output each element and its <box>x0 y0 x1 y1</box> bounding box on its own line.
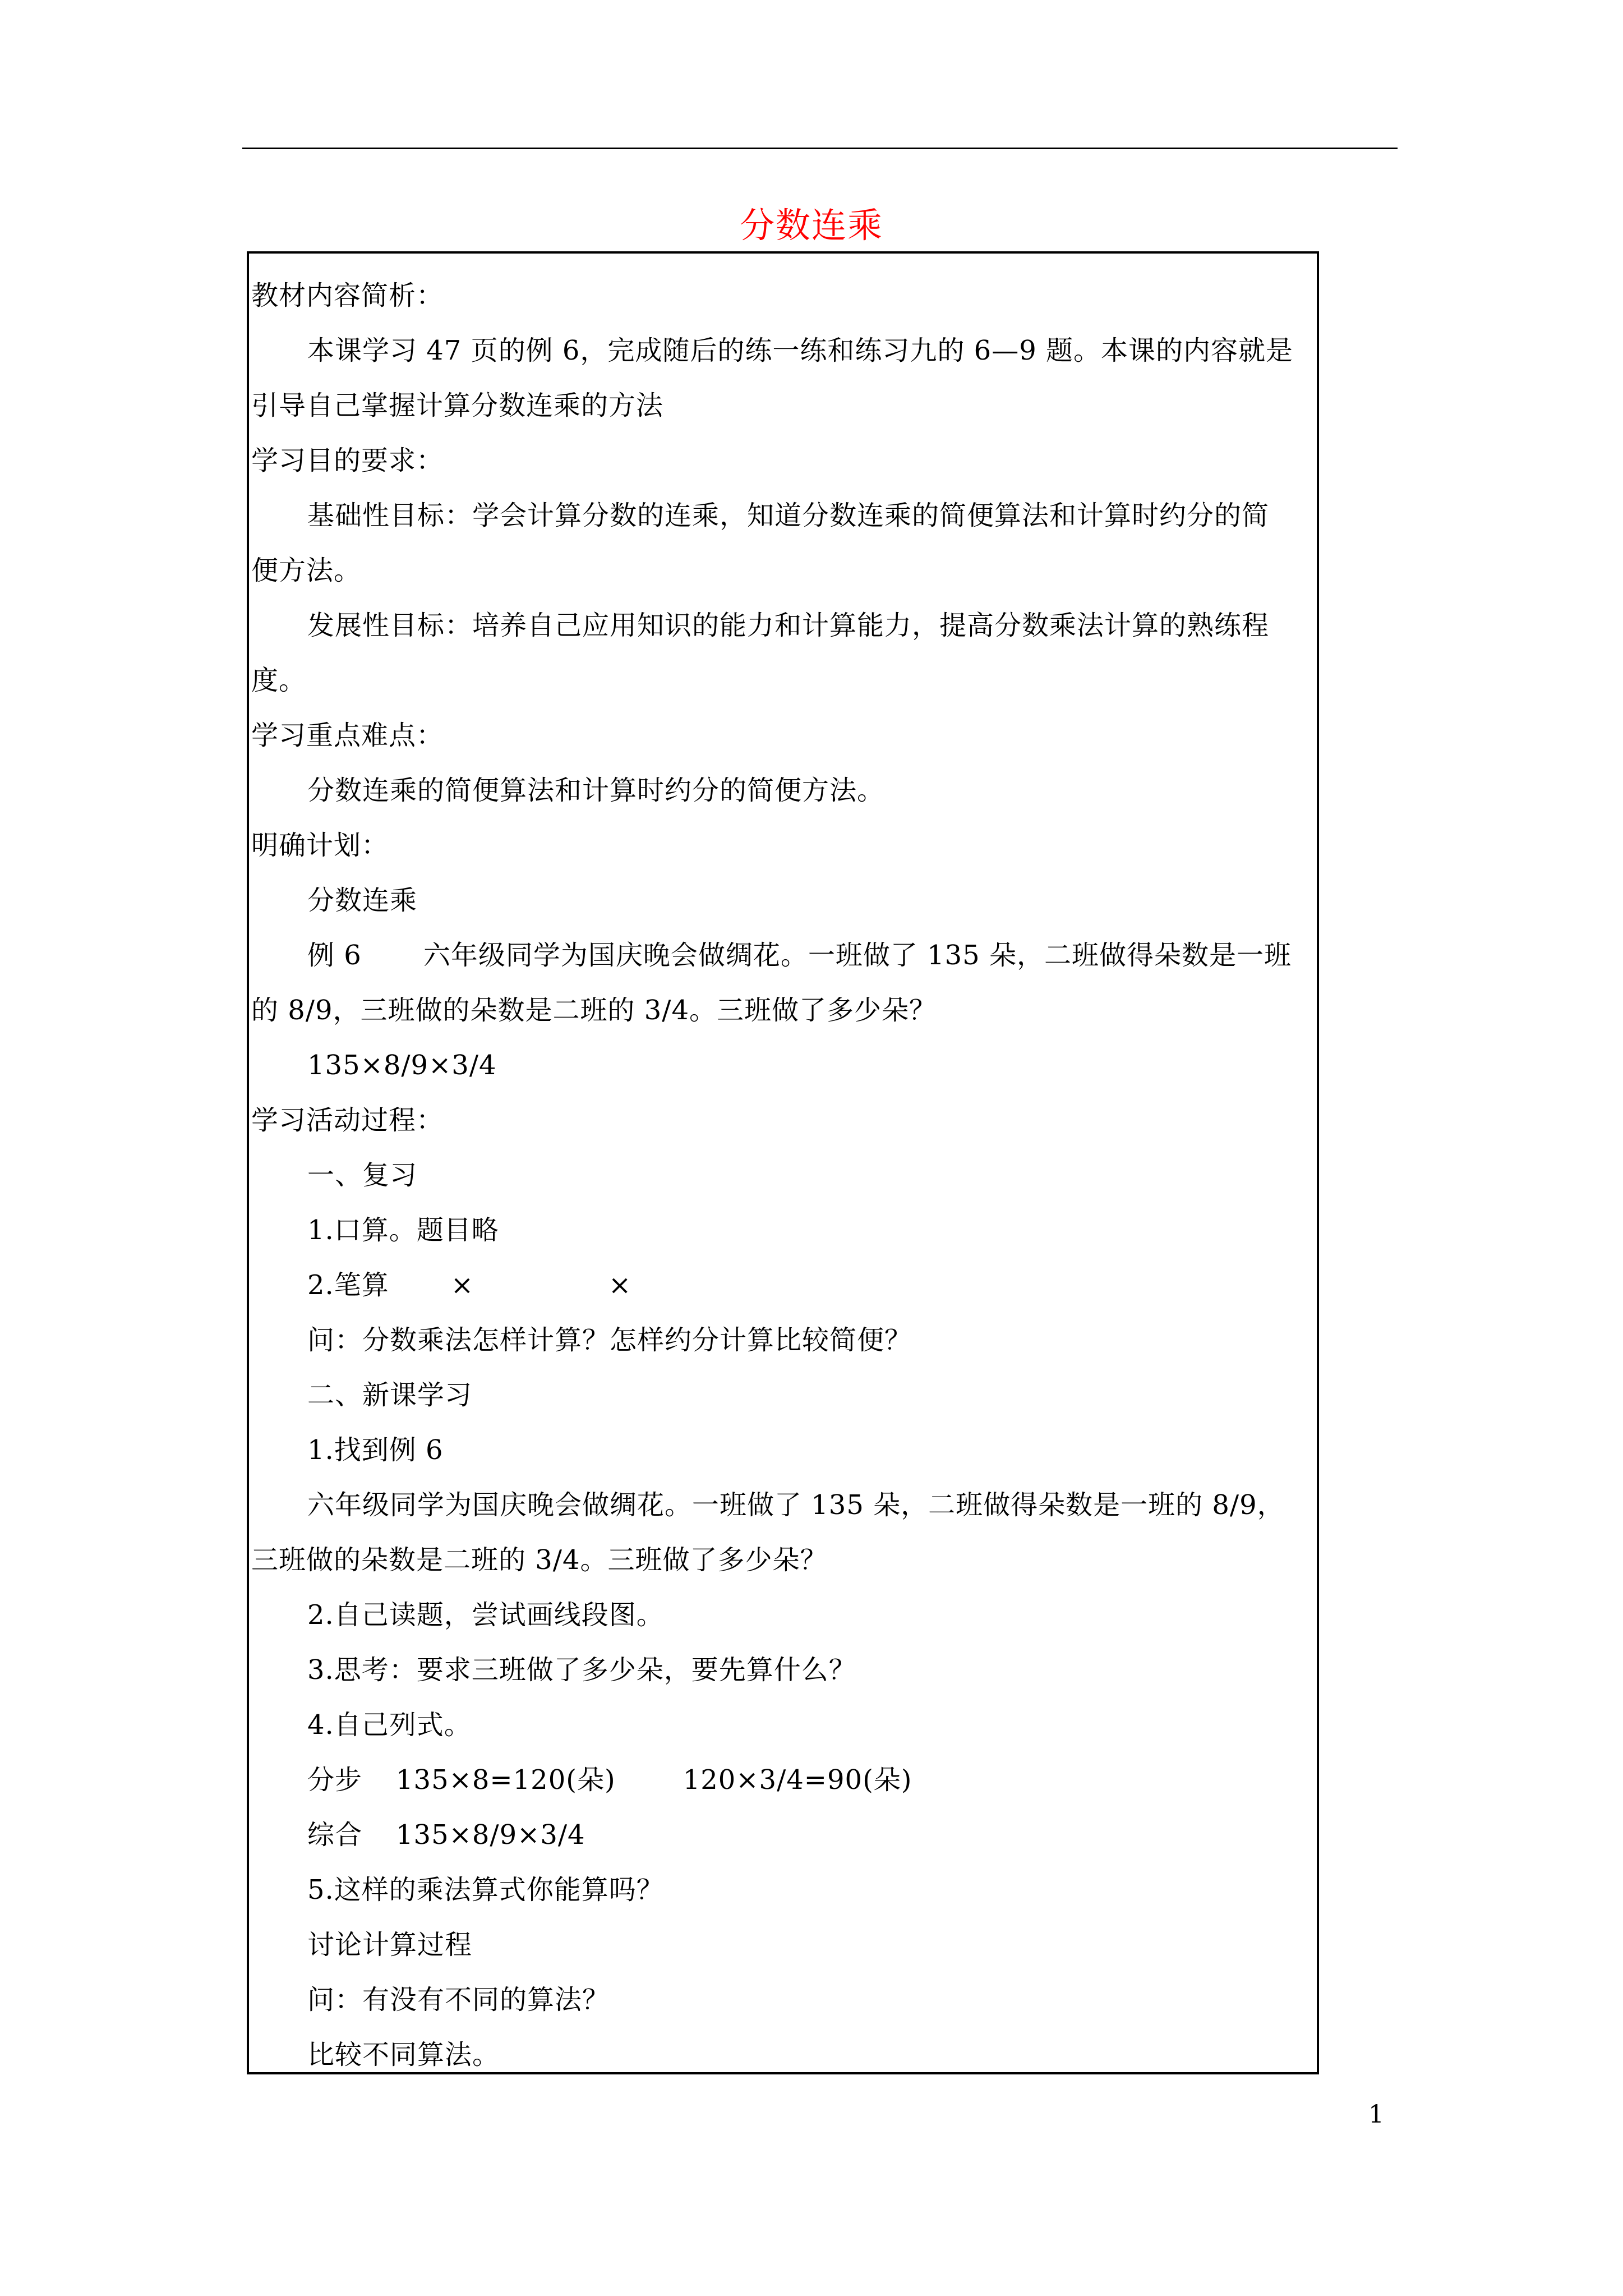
section-heading-process: 学习活动过程： <box>251 1105 444 1136</box>
text-line: 1.找到例 6 <box>307 1434 444 1466</box>
text-line: 分数连乘 <box>307 885 418 916</box>
text-line: 1.口算。题目略 <box>307 1214 499 1246</box>
header-rule <box>242 148 1398 149</box>
page-number: 1 <box>1368 2100 1384 2129</box>
text-line: 3.思考：要求三班做了多少朵，要先算什么？ <box>307 1654 856 1686</box>
example-line <box>249 928 1317 983</box>
combined-line <box>249 1807 1317 1862</box>
section-heading-key-points: 学习重点难点： <box>251 720 444 751</box>
step-label: 分步 <box>307 1764 363 1796</box>
text-line: 讨论计算过程 <box>307 1929 473 1961</box>
section-heading-goals: 学习目的要求： <box>251 445 444 476</box>
combined-formula: 135×8/9×3/4 <box>396 1819 585 1851</box>
text-line: 六年级同学为国庆晚会做绸花。一班做了 135 朵，二班做得朵数是一班的 8/9， <box>307 1489 1285 1521</box>
content-lines <box>249 268 1317 2074</box>
section-heading-plan: 明确计划： <box>251 830 389 861</box>
text-line: 引导自己掌握计算分数连乘的方法 <box>251 390 664 421</box>
text-line: 比较不同算法。 <box>307 2039 500 2070</box>
times-sign: × <box>450 1269 474 1301</box>
formula-line: 135×8/9×3/4 <box>307 1050 497 1081</box>
text-line: 问：分数乘法怎样计算？怎样约分计算比较简便？ <box>307 1324 912 1356</box>
section-heading-material: 教材内容简析： <box>251 280 444 311</box>
times-sign: × <box>608 1269 632 1301</box>
text-line: 基础性目标：学会计算分数的连乘，知道分数连乘的简便算法和计算时约分的简 <box>307 500 1270 531</box>
page-title: 分数连乘 <box>739 205 883 246</box>
text-line: 分数连乘的简便算法和计算时约分的简便方法。 <box>307 775 885 806</box>
text-line: 一、复习 <box>307 1159 418 1191</box>
combined-label: 综合 <box>307 1819 363 1851</box>
text-line: 5.这样的乘法算式你能算吗？ <box>307 1874 664 1906</box>
example-text: 六年级同学为国庆晚会做绸花。一班做了 135 朵，二班做得朵数是一班 <box>423 940 1292 971</box>
text-line: 度。 <box>251 665 307 696</box>
step-second: 120×3/4=90(朵) <box>683 1764 912 1796</box>
written-calc-label: 2.笔算 <box>307 1269 389 1301</box>
text-line: 本课学习 47 页的例 6，完成随后的练一练和练习九的 6—9 题。本课的内容就是 <box>307 335 1293 366</box>
text-line: 三班做的朵数是二班的 3/4。三班做了多少朵？ <box>251 1544 828 1576</box>
text-line: 问：有没有不同的算法？ <box>307 1984 610 2016</box>
text-line: 4.自己列式。 <box>307 1709 472 1741</box>
step-line <box>249 1752 1317 1807</box>
text-line: 2.自己读题，尝试画线段图。 <box>307 1599 664 1631</box>
written-calc-line <box>249 1258 1317 1313</box>
text-line: 二、新课学习 <box>307 1379 473 1411</box>
content-table-cell <box>247 251 1319 2074</box>
text-line: 便方法。 <box>251 555 362 586</box>
text-line: 发展性目标：培养自己应用知识的能力和计算能力，提高分数乘法计算的熟练程 <box>307 610 1270 641</box>
step-first: 135×8=120(朵) <box>396 1764 616 1796</box>
example-label: 例 6 <box>307 940 362 971</box>
text-line: 的 8/9，三班做的朵数是二班的 3/4。三班做了多少朵？ <box>251 995 937 1026</box>
